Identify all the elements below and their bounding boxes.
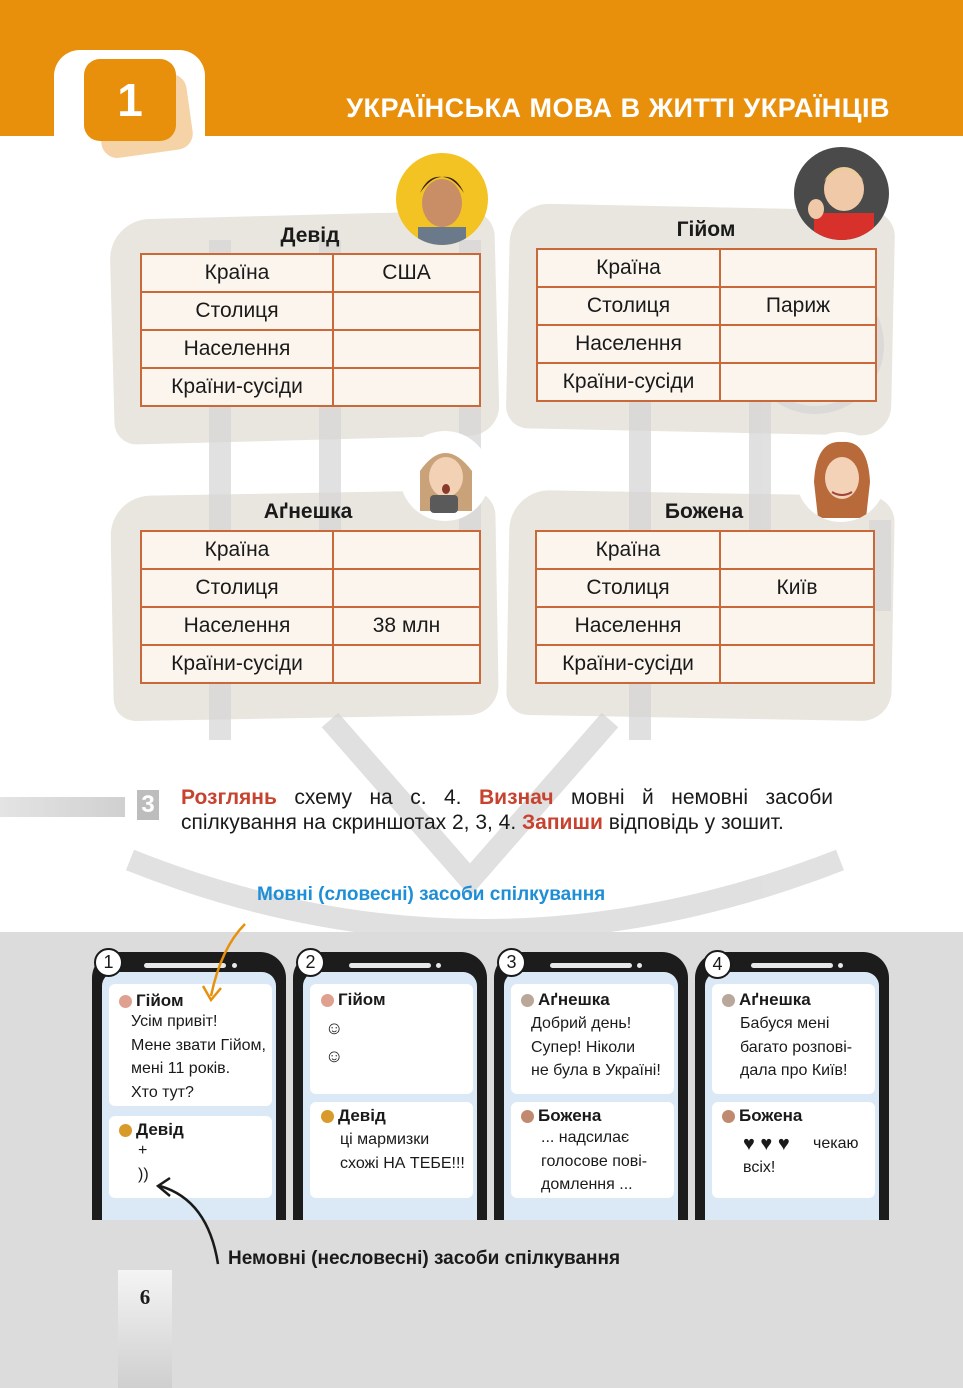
task-verb: Запиши: [522, 811, 603, 834]
message-sender: [521, 990, 610, 1010]
row-label: Столиця: [141, 569, 333, 607]
phone-4: [695, 952, 889, 1220]
page-number: 6: [139, 1285, 151, 1309]
row-value[interactable]: [720, 325, 876, 363]
avatar-guillaume-icon: [794, 147, 889, 240]
table-david: [140, 253, 481, 407]
row-label: Населення: [141, 330, 333, 368]
row-value[interactable]: Київ: [720, 569, 874, 607]
row-label: Країна: [537, 249, 720, 287]
row-label: Країни-сусіди: [141, 368, 333, 406]
avatar-agnieszka-icon: [400, 431, 490, 521]
message-sender: [521, 1106, 601, 1126]
task-verb: Розглянь: [181, 786, 277, 809]
row-value[interactable]: [720, 249, 876, 287]
phone-speaker: [349, 963, 431, 968]
exercise-number: 3: [137, 790, 159, 820]
row-label: Населення: [141, 607, 333, 645]
avatar-bozena-icon: [521, 1110, 534, 1123]
chapter-title: УКРАЇНСЬКА МОВА В ЖИТТІ УКРАЇНЦІВ: [346, 93, 890, 123]
sender-name: Девід: [338, 1106, 386, 1125]
phone-camera: [436, 963, 441, 968]
verbal-means-label: Мовні (словесні) засоби спілкування: [257, 884, 606, 905]
phone-camera: [637, 963, 642, 968]
row-label: Столиця: [537, 287, 720, 325]
card-name-bozena: Божена: [664, 500, 744, 523]
chapter-number: 1: [84, 59, 176, 141]
phone-speaker: [751, 963, 833, 968]
row-value[interactable]: США: [333, 254, 480, 292]
curved-arrow-icon: [150, 1170, 230, 1270]
sender-name: Девід: [136, 1120, 184, 1139]
message-text: чекаю всіх!: [743, 1135, 859, 1176]
card-name-agnieszka: Аґнешка: [263, 500, 353, 523]
table-row: [141, 645, 480, 683]
avatar-agnieszka-icon: [722, 994, 735, 1007]
table-row: [537, 287, 876, 325]
row-value[interactable]: [720, 531, 874, 569]
exercise-part: схему на с. 4.: [276, 786, 479, 809]
sender-name: Божена: [739, 1106, 803, 1125]
table-row: [537, 325, 876, 363]
message-text: + )): [138, 1142, 149, 1183]
task-verb: Визнач: [479, 786, 554, 809]
row-value[interactable]: [720, 363, 876, 401]
row-value[interactable]: 38 млн: [333, 607, 480, 645]
row-value[interactable]: Париж: [720, 287, 876, 325]
exercise-text: [181, 785, 833, 835]
message-text: ... надсилає голосове пові- домлення ...: [541, 1129, 648, 1193]
phone-speaker: [550, 963, 632, 968]
row-label: Країни-сусіди: [536, 645, 720, 683]
phone-3: [494, 952, 688, 1220]
sender-name: Гійом: [338, 990, 386, 1009]
table-agnieszka: [140, 530, 481, 684]
table-row: [141, 531, 480, 569]
avatar-david-icon: [321, 1110, 334, 1123]
message-text: ці мармизки схожі НА ТЕБЕ!!!: [340, 1131, 465, 1172]
table-row: [536, 531, 874, 569]
avatar-agnieszka-icon: [521, 994, 534, 1007]
table-guillaume: [536, 248, 877, 402]
message-sender: [119, 1120, 184, 1140]
row-value[interactable]: [333, 645, 480, 683]
row-label: Населення: [536, 607, 720, 645]
row-value[interactable]: [720, 645, 874, 683]
card-name-guillaume: Гійом: [676, 218, 736, 241]
hearts-emoji: ♥ ♥ ♥: [743, 1133, 790, 1155]
table-row: [537, 249, 876, 287]
row-value[interactable]: [720, 607, 874, 645]
message-sender: [119, 991, 184, 1011]
message-sender: [722, 990, 811, 1010]
table-row: [537, 363, 876, 401]
row-label: Країна: [536, 531, 720, 569]
row-label: Столиця: [141, 292, 333, 330]
message-sender: [321, 990, 386, 1010]
avatar-bozena-icon: [796, 432, 886, 522]
screenshot-number: 2: [296, 948, 325, 977]
nonverbal-means-label: Немовні (несловесні) засоби спілкування: [228, 1248, 621, 1269]
row-label: Населення: [537, 325, 720, 363]
phone-2: [293, 952, 487, 1220]
row-value[interactable]: [333, 330, 480, 368]
table-row: [141, 607, 480, 645]
exercise-stripe: [0, 797, 125, 817]
table-row: [141, 292, 480, 330]
row-label: Країни-сусіди: [537, 363, 720, 401]
exercise-part: відповідь у зошит.: [602, 811, 784, 834]
row-value[interactable]: [333, 292, 480, 330]
avatar-bozena-icon: [722, 1110, 735, 1123]
screenshot-number: 4: [703, 950, 732, 979]
sender-name: Гійом: [136, 991, 184, 1010]
sender-name: Божена: [538, 1106, 602, 1125]
sender-name: Аґнешка: [538, 990, 610, 1009]
screenshot-number: 3: [497, 948, 526, 977]
message-sender: [321, 1106, 386, 1126]
message-sender: [722, 1106, 802, 1126]
table-row: [141, 569, 480, 607]
message-text: Добрий день! Супер! Ніколи не була в Україні!: [531, 1015, 661, 1079]
table-row: [141, 254, 480, 292]
exercise-part: мовні й немовні засоби спілкування на скриншотах 2, 3, 4.: [181, 786, 833, 834]
row-label: Країна: [141, 531, 333, 569]
row-value[interactable]: [333, 531, 480, 569]
table-bozena: [535, 530, 875, 684]
avatar-guillaume-icon: [119, 995, 132, 1008]
sender-name: Аґнешка: [739, 990, 811, 1009]
row-label: Країни-сусіди: [141, 645, 333, 683]
message-text: Бабуся мені багато розпові- дала про Київ!: [740, 1015, 853, 1079]
row-value[interactable]: [333, 368, 480, 406]
avatar-guillaume-icon: [321, 994, 334, 1007]
message-text: ☺ ☺: [325, 1018, 344, 1066]
screenshot-number: 1: [94, 948, 123, 977]
table-row: [141, 368, 480, 406]
avatar-david-icon: [396, 153, 488, 245]
phone-camera: [838, 963, 843, 968]
table-row: [536, 645, 874, 683]
table-row: [536, 607, 874, 645]
row-label: Країна: [141, 254, 333, 292]
row-value[interactable]: [333, 569, 480, 607]
message-text: Усім привіт! Мене звати Гійом, мені 11 років. Хто тут?: [131, 1013, 266, 1101]
curved-arrow-icon: [195, 918, 255, 1008]
avatar-david-icon: [119, 1124, 132, 1137]
table-row: [141, 330, 480, 368]
row-label: Столиця: [536, 569, 720, 607]
table-row: [536, 569, 874, 607]
card-name-david: Девід: [280, 224, 340, 247]
